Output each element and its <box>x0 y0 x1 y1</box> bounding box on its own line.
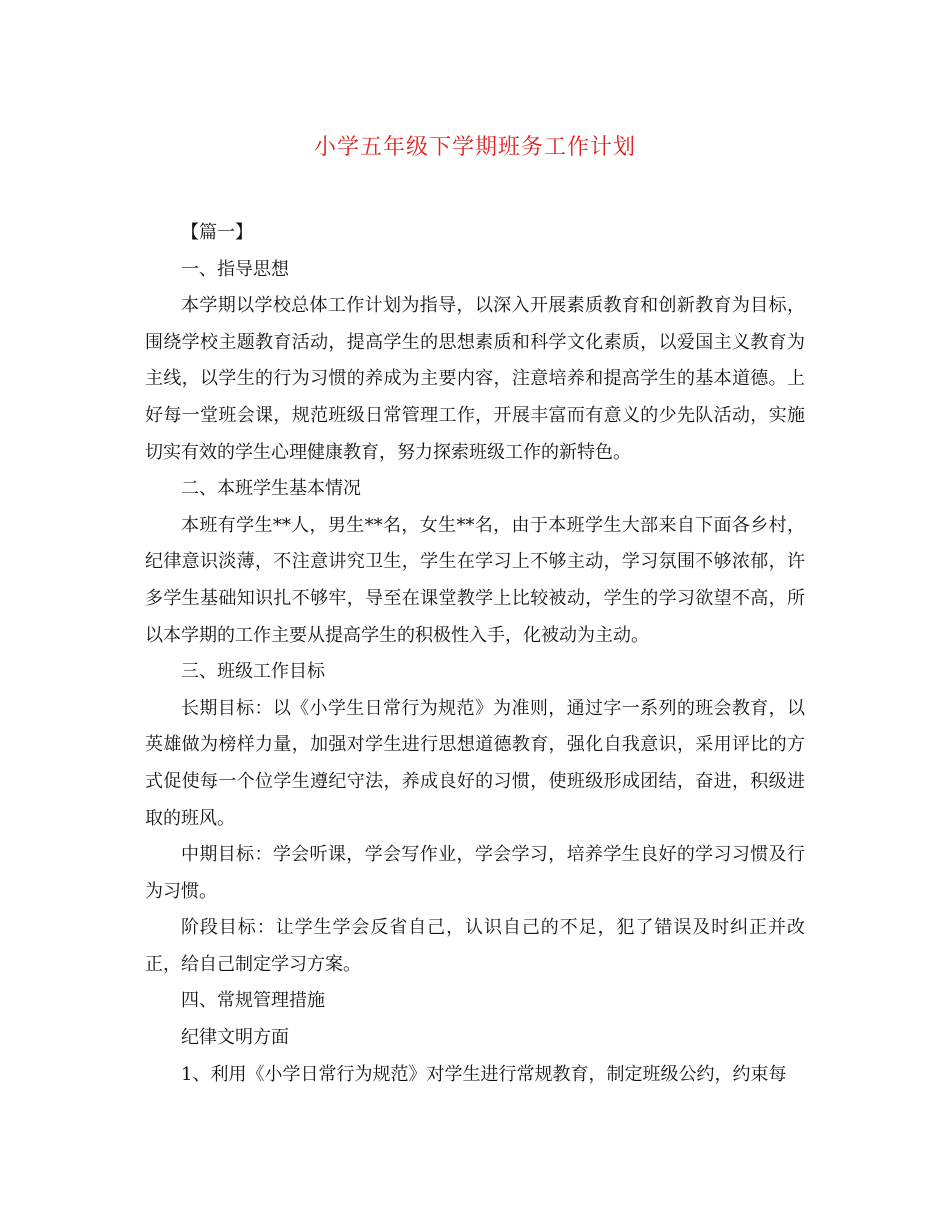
paragraph-guiding-ideology: 本学期以学校总体工作计划为指导，以深入开展素质教育和创新教育为目标，围绕学校主题教育活动，提高学生的思想素质和科学文化素质，以爱国主义教育为主线，以学生的行为习惯的养成为主要内容，注意培养和提高学生的基本道德。上好每一堂班会课，规范班级日常管理工作，开展丰富而有意义的少先队活动，实施切实有效的学生心理健康教育，努力探索班级工作的新特色。 <box>145 295 805 463</box>
paragraph-mid-term-goal: 中期目标：学会听课，学会写作业，学会学习，培养学生良好的学习习惯及行为习惯。 <box>145 844 805 902</box>
section-label-part-one: 【篇一】 <box>181 222 253 243</box>
document-body <box>145 215 805 1093</box>
document-title: 小学五年级下学期班务工作计划 <box>313 135 636 160</box>
heading-class-situation: 二、本班学生基本情况 <box>181 478 361 500</box>
paragraph-item-1: 1、利用《小学日常行为规范》对学生进行常规教育，制定班级公约，约束每 <box>181 1063 787 1085</box>
heading-routine-management: 四、常规管理措施 <box>181 990 325 1012</box>
paragraph-stage-goal: 阶段目标：让学生学会反省自己，认识自己的不足，犯了错误及时纠正并改正，给自己制定学习方案。 <box>145 917 805 975</box>
heading-class-goals: 三、班级工作目标 <box>181 661 325 683</box>
paragraph-class-situation: 本班有学生**人，男生**名，女生**名，由于本班学生大部来自下面各乡村，纪律意识淡薄，不注意讲究卫生，学生在学习上不够主动，学习氛围不够浓郁，许多学生基础知识扎不够牢，导至在课堂教学上比较被动，学生的学习欲望不高，所以本学期的工作主要从提高学生的积极性入手，化被动为主动。 <box>145 514 805 646</box>
paragraph-long-term-goal: 长期目标：以《小学生日常行为规范》为准则，通过字一系列的班会教育，以英雄做为榜样力量，加强对学生进行思想道德教育，强化自我意识，采用评比的方式促使每一个位学生遵纪守法，养成良好的习惯，使班级形成团结，奋进，积级进取的班风。 <box>145 697 805 829</box>
heading-guiding-ideology: 一、指导思想 <box>181 258 289 280</box>
subheading-discipline: 纪律文明方面 <box>181 1027 289 1049</box>
